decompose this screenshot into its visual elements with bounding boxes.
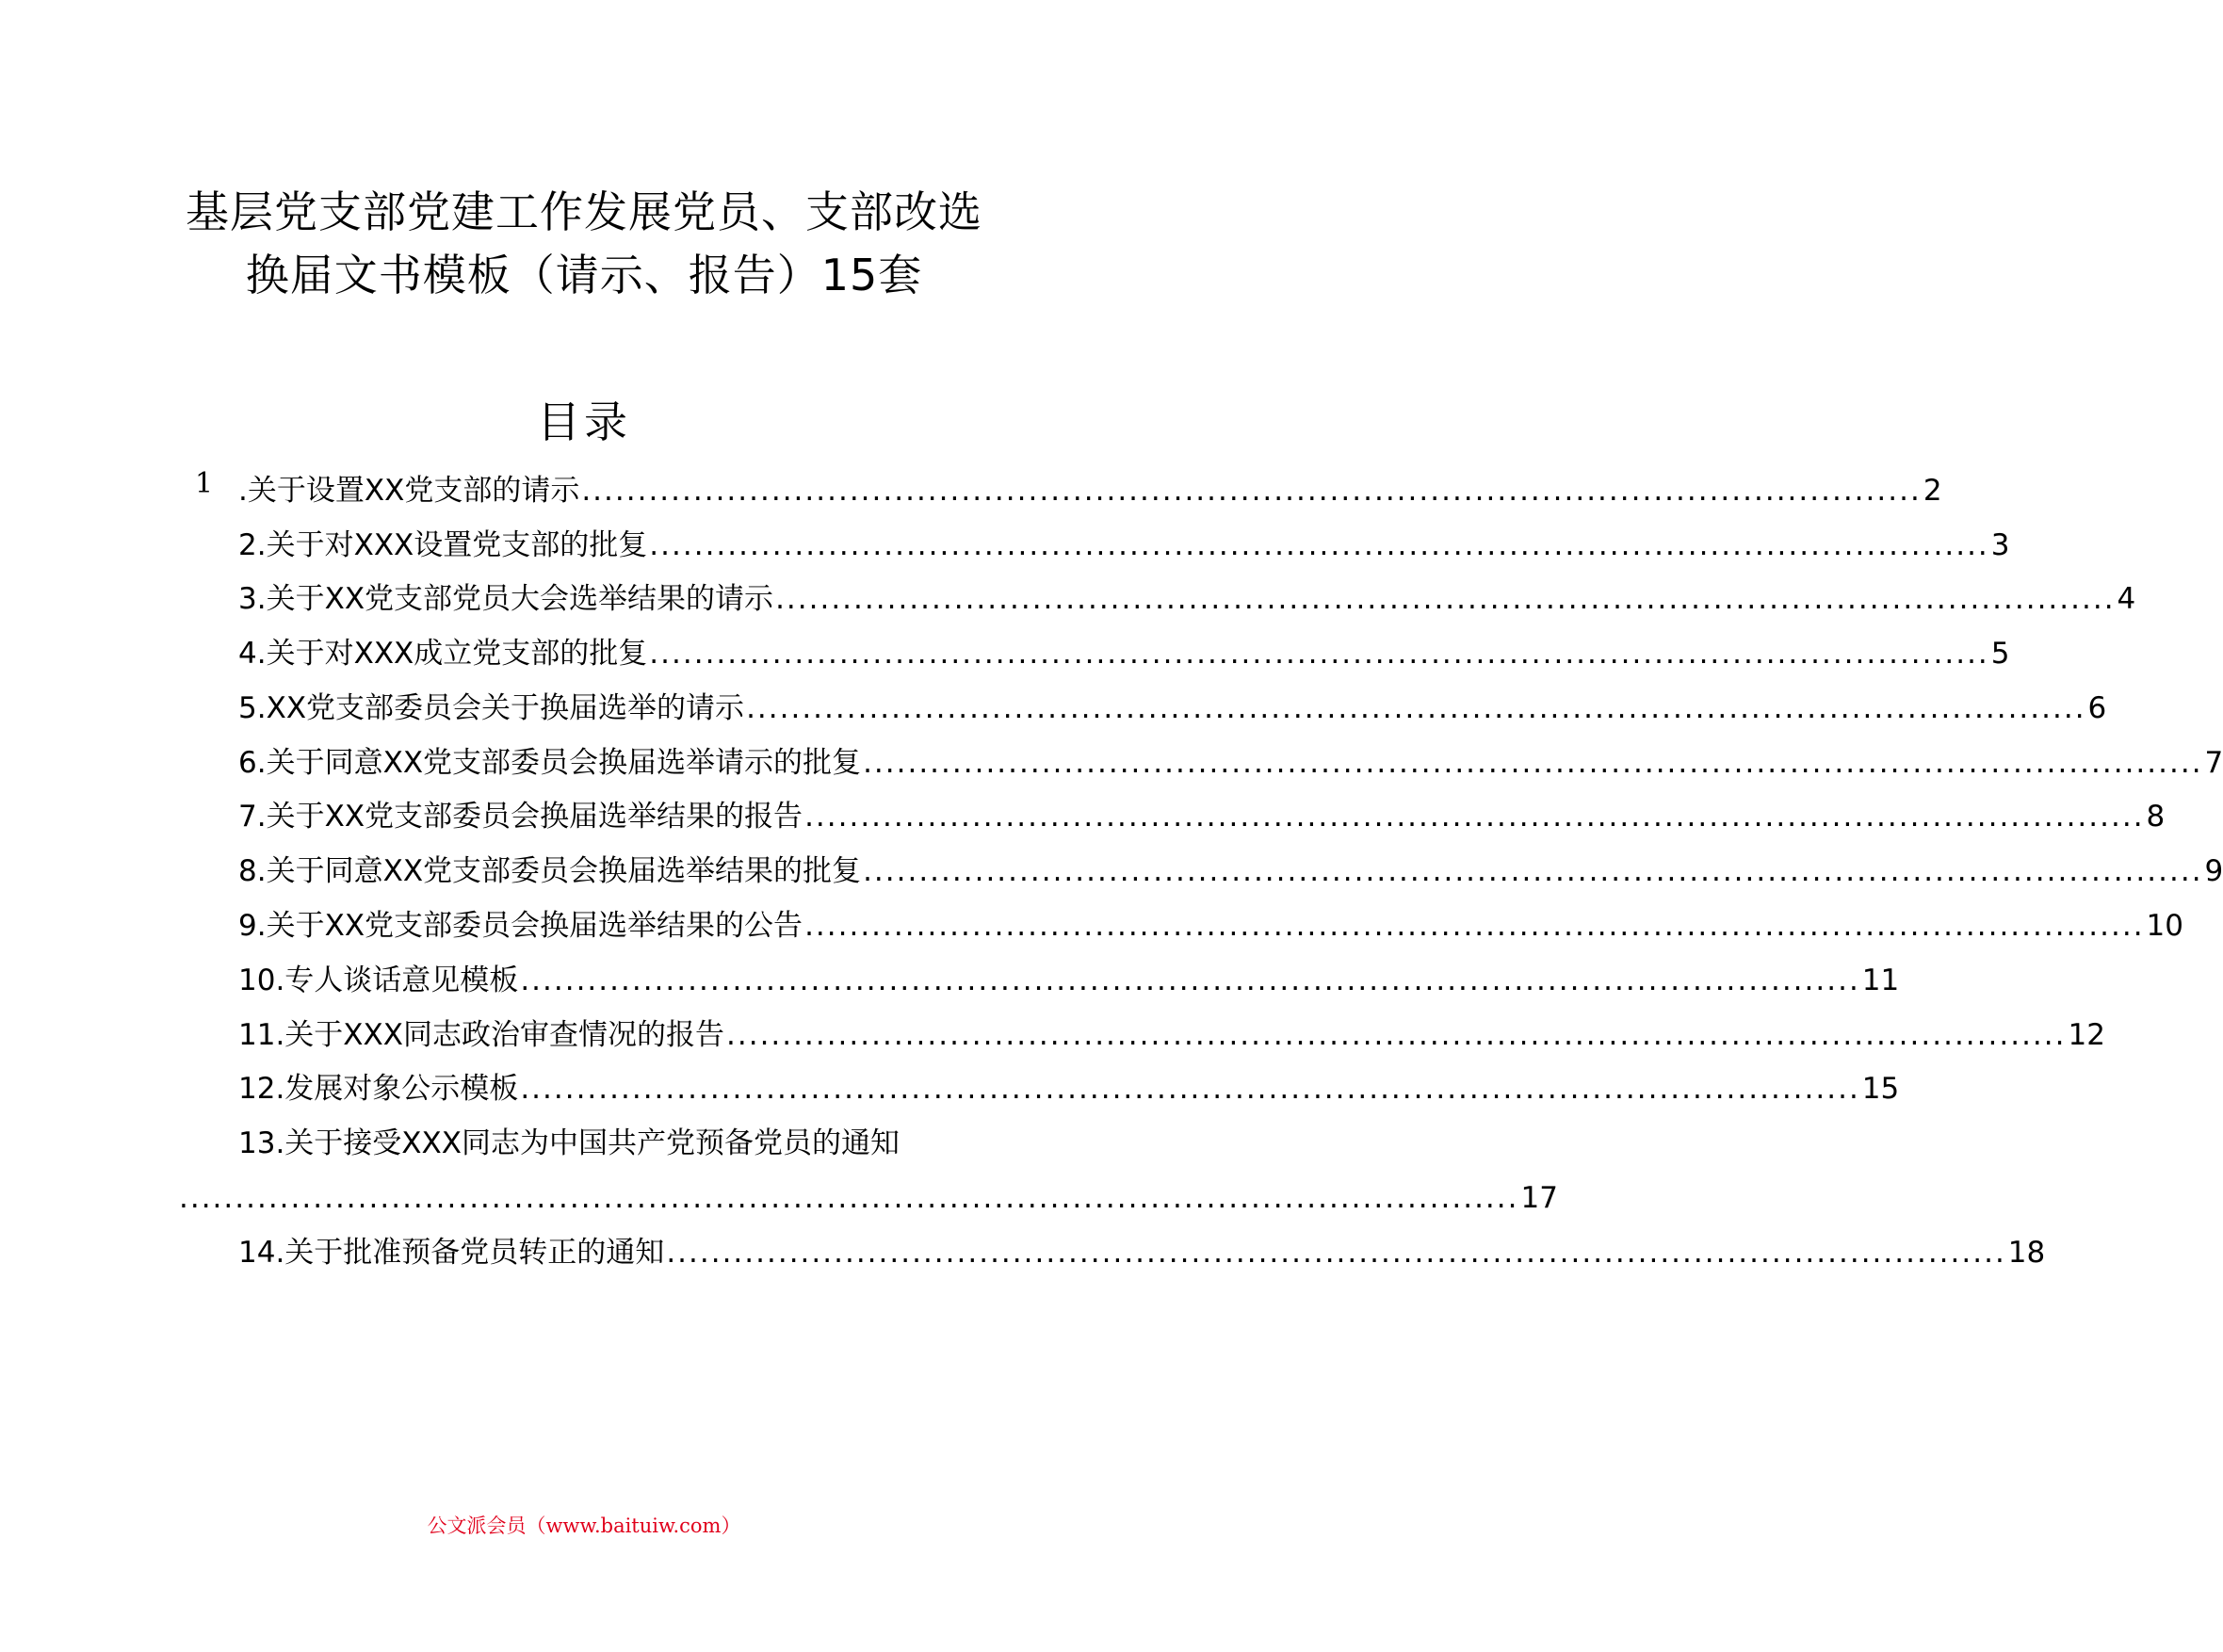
- toc-entry-label: 14.关于批准预备党员转正的通知: [238, 1236, 665, 1270]
- toc-entry-1[interactable]: [238, 468, 1942, 513]
- toc-leader-dots: ........................................................................................................................: [520, 1072, 1860, 1106]
- toc-entry-label: 6.关于同意XX党支部委员会换届选举请示的批复: [238, 746, 862, 780]
- toc-entry-3[interactable]: [238, 576, 2136, 622]
- toc-entry-5[interactable]: [238, 686, 2107, 731]
- toc-leader-dots: ........................................................................................................................: [666, 1236, 2006, 1270]
- toc-entry-page: 17: [1520, 1181, 1558, 1215]
- toc-entry-13[interactable]: [238, 1121, 984, 1166]
- toc-entry-page: 7: [2204, 746, 2223, 780]
- toc-entry-label: 10.专人谈话意见模板: [238, 964, 519, 997]
- toc-entry-label: 7.关于XX党支部委员会换届选举结果的报告: [238, 800, 803, 834]
- toc-leader-dots: ........................................................................................................................: [649, 528, 1989, 562]
- toc-entry-4[interactable]: [238, 631, 2010, 676]
- toc-entry-page: 11: [1861, 964, 1900, 997]
- toc-entry-page: 8: [2146, 800, 2166, 834]
- toc-leader-dots: ........................................................................................................................: [775, 582, 2116, 616]
- toc-entry-page: 4: [2117, 582, 2136, 616]
- toc-entry-12[interactable]: [238, 1066, 1900, 1111]
- toc-entry-label: 12.发展对象公示模板: [238, 1072, 519, 1106]
- toc-entry-8[interactable]: [238, 849, 2223, 894]
- toc-leader-dots: ........................................................................................................................: [804, 800, 2145, 834]
- toc-entry-page: 18: [2007, 1236, 2046, 1270]
- toc-leader-dots: ........................................................................................................................: [863, 854, 2203, 888]
- toc-leader-dots: ........................................................................................................................: [520, 964, 1860, 997]
- toc-entry-page: 3: [1990, 528, 2010, 562]
- toc-entry-label: 5.XX党支部委员会关于换届选举的请示: [238, 691, 745, 725]
- toc-entry-9[interactable]: [238, 903, 2183, 948]
- toc-entry-page: 10: [2146, 909, 2183, 943]
- toc-heading: 目录: [537, 397, 631, 447]
- stray-number: 1: [195, 467, 214, 500]
- toc-entry-page: 5: [1990, 637, 2010, 671]
- toc-entry-7[interactable]: [238, 794, 2166, 839]
- toc-entry-label: .关于设置XX党支部的请示: [238, 474, 580, 508]
- toc-entry-label: 2.关于对XXX设置党支部的批复: [238, 528, 648, 562]
- toc-entry-2[interactable]: [238, 523, 2010, 568]
- footer-watermark-link[interactable]: 公文派会员（www.baituiw.com）: [427, 1514, 741, 1537]
- toc-leader-dots: ........................................................................................................................: [179, 1181, 1519, 1215]
- toc-leader-dots: ........................................................................................................................: [804, 909, 2145, 943]
- toc-entry-label: 3.关于XX党支部党员大会选举结果的请示: [238, 582, 774, 616]
- toc-entry-10[interactable]: [238, 958, 1900, 1003]
- toc-entry-page: 6: [2087, 691, 2107, 725]
- toc-entry-13-continuation[interactable]: [179, 1175, 1558, 1221]
- toc-entry-label: 9.关于XX党支部委员会换届选举结果的公告: [238, 909, 803, 943]
- document-title-line-1: 基层党支部党建工作发展党员、支部改选: [186, 186, 982, 237]
- toc-entry-6[interactable]: [238, 740, 2223, 786]
- toc-leader-dots: ........................................................................................................................: [581, 474, 1922, 508]
- toc-entry-11[interactable]: [238, 1012, 2105, 1058]
- toc-entry-page: 2: [1923, 474, 1942, 508]
- toc-entry-page: 12: [2068, 1018, 2105, 1052]
- toc-entry-page: 15: [1861, 1072, 1900, 1106]
- toc-entry-page: 9: [2204, 854, 2223, 888]
- toc-entry-label: 13.关于接受XXX同志为中国共产党预备党员的通知: [238, 1126, 901, 1160]
- toc-entry-14[interactable]: [238, 1230, 2046, 1275]
- toc-leader-dots: ........................................................................................................................: [726, 1018, 2067, 1052]
- toc-entry-label: 4.关于对XXX成立党支部的批复: [238, 637, 648, 671]
- toc-entry-label: 11.关于XXX同志政治审查情况的报告: [238, 1018, 725, 1052]
- toc-leader-dots: ........................................................................................................................: [746, 691, 2086, 725]
- toc-entry-label: 8.关于同意XX党支部委员会换届选举结果的批复: [238, 854, 862, 888]
- document-title-line-2: 换届文书模板（请示、报告）15套: [245, 250, 923, 300]
- toc-leader-dots: ........................................................................................................................: [649, 637, 1989, 671]
- toc-leader-dots: ........................................................................................................................: [863, 746, 2203, 780]
